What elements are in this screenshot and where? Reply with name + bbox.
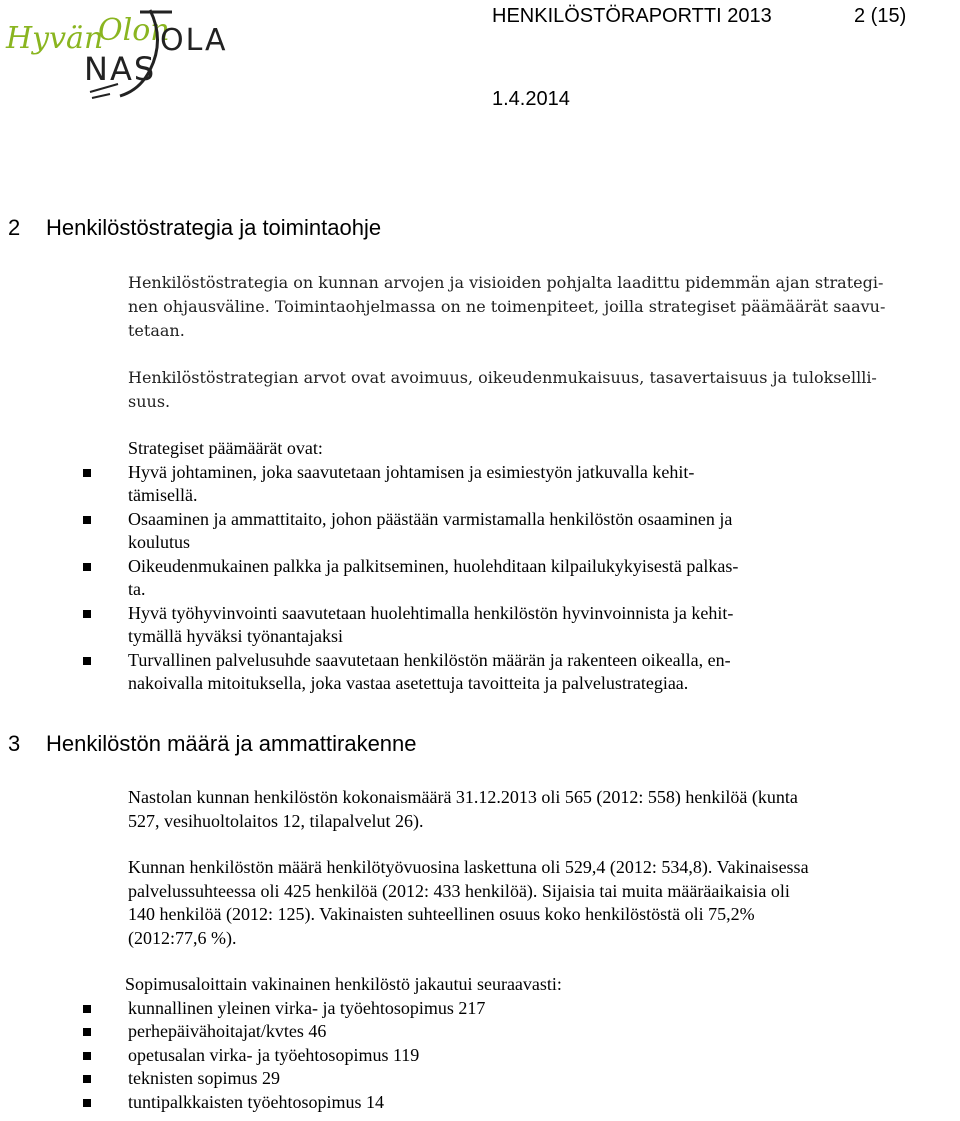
text-line: Oikeudenmukainen palkka ja palkitseminen, huolehditaan kilpailukykyisestä palkas- [128,555,739,576]
breakdown-block [125,973,952,1114]
text-line: Nastolan kunnan henkilöstön kokonaismäärä 31.12.2013 oli 565 (2012: 558) henkilöä (kunta [128,787,798,807]
text-line: palvelussuhteessa oli 425 henkilöä (2012: 433 henkilöä). Sijaisia tai muita määräaikaisia oli [128,880,790,901]
text-line: teknisten sopimus 29 [128,1068,280,1088]
text-line: tymällä hyväksi työnantajaksi [128,626,343,646]
svg-text:NAS: NAS [84,50,157,88]
breakdown-intro: Sopimusaloittain vakinainen henkilöstö jakautui seuraavasti: [125,974,562,994]
section-number: 2 [8,215,21,240]
section-3-body [125,786,952,1114]
text-line: tuntipalkkaisten työehtosopimus 14 [128,1091,384,1112]
list-item [49,1044,952,1068]
text-line: perhepäivähoitajat/kvtes 46 [128,1021,327,1041]
text-line: nen ohjausväline. Toimintaohjelmassa on ne toimenpiteet, joilla strategiset päämäärät saavu- [128,297,886,316]
text-line: Osaaminen ja ammattitaito, johon päästään varmistamalla henkilöstön osaaminen ja [128,508,733,529]
goals-block [128,437,952,696]
text-line: opetusalan virka- ja työehtosopimus 119 [128,1044,420,1065]
list-item [49,461,952,508]
section-3-heading [8,731,417,757]
text-line: nakoivalla mitoituksella, joka vastaa asetettuja tavoitteita ja palvelustrategiaa. [128,673,689,693]
list-item [49,555,952,602]
section-title: Henkilöstöstrategia ja toimintaohje [46,215,382,240]
list-item [49,649,952,696]
text-line: tämisellä. [128,485,198,505]
report-date: 1.4.2014 [492,88,570,110]
text-line: Hyvä työhyvinvointi saavutetaan huolehtimalla henkilöstön hyvinvoinnista ja kehit- [128,602,734,623]
svg-text:OLA: OLA [160,23,228,58]
nastola-logo [0,0,240,110]
text-line: 527, vesihuoltolaitos 12, tilapalvelut 26). [128,810,424,831]
paragraph [128,856,952,950]
breakdown-list [49,997,952,1115]
text-line: suus. [128,392,171,411]
section-2-body [128,271,952,696]
goals-list [49,461,952,696]
text-line: Henkilöstöstrategian arvot ovat avoimuus, oikeudenmukaisuus, tasavertaisuus ja tuloksellli- [128,368,877,387]
section-number: 3 [8,731,21,756]
list-item [49,1020,952,1044]
text-line: kunnallinen yleinen virka- ja työehtosopimus 217 [128,997,486,1018]
text-line: ta. [128,579,146,599]
paragraph [128,366,952,414]
list-item [49,508,952,555]
text-line: Hyvä johtaminen, joka saavutetaan johtamisen ja esimiestyön jatkuvalla kehit- [128,461,695,482]
report-title: HENKILÖSTÖRAPORTTI 2013 [492,5,772,27]
paragraph [128,786,952,833]
list-item [49,1091,952,1115]
goals-intro: Strategiset päämäärät ovat: [128,438,323,458]
text-line: Turvallinen palvelusuhde saavutetaan henkilöstön määrän ja rakenteen oikealla, en- [128,649,731,670]
text-line: koulutus [128,532,191,552]
text-line: (2012:77,6 %). [128,927,237,948]
paragraph [128,271,952,343]
text-line: Henkilöstöstrategia on kunnan arvojen ja visioiden pohjalta laadittu pidemmän ajan strategi- [128,273,884,292]
text-line: 140 henkilöä (2012: 125). Vakinaisten suhteellinen osuus koko henkilöstöstä oli 75,2% [128,904,755,924]
page-number: 2 (15) [854,5,907,27]
list-item [49,997,952,1021]
text-line: tetaan. [128,321,185,340]
section-title: Henkilöstön määrä ja ammattirakenne [46,731,417,756]
section-2-heading [8,215,381,241]
list-item [49,1067,952,1091]
text-line: Kunnan henkilöstön määrä henkilötyövuosina laskettuna oli 529,4 (2012: 534,8). Vakinaisessa [128,857,809,877]
svg-text:Hyvän: Hyvän [6,21,104,56]
svg-text:Olon: Olon [98,13,170,48]
list-item [49,602,952,649]
